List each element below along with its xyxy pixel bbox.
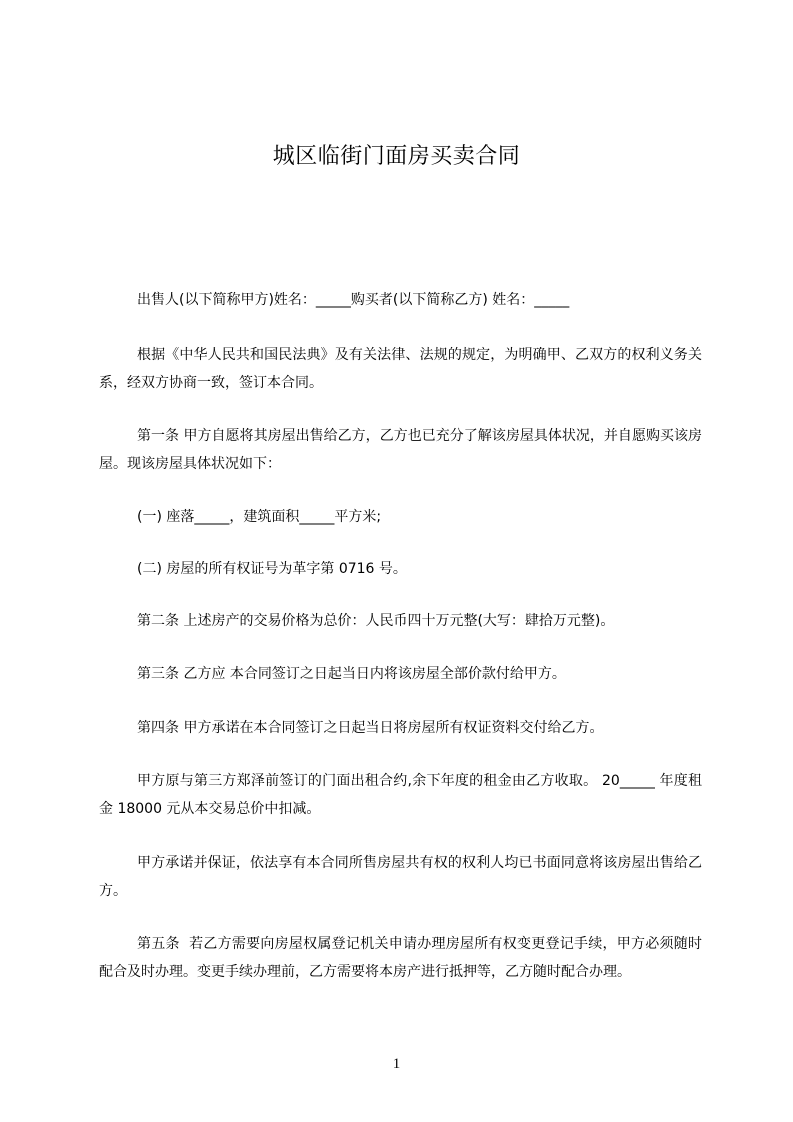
preamble-paragraph: 根据《中华人民共和国民法典》及有关法律、法规的规定，为明确甲、乙双方的权利义务关系，经双方协商一致，签订本合同。: [99, 347, 702, 391]
document-title: 城区临街门面房买卖合同: [272, 144, 521, 169]
article-2-paragraph: 第二条 上述房产的交易价格为总价：人民币四十万元整(大写：肆拾万元整)。: [137, 613, 615, 629]
article-4-paragraph: 第四条 甲方承诺在本合同签订之日起当日将房屋所有权证资料交付给乙方。: [137, 720, 604, 736]
article-3-paragraph: 第三条 乙方应 本合同签订之日起当日内将该房屋全部价款付给甲方。: [137, 666, 566, 682]
property-certificate-item: (二) 房屋的所有权证号为革字第 0716 号。: [137, 561, 407, 577]
parties-line: 出售人(以下简称甲方)姓名：_____购买者(以下简称乙方) 姓名：_____: [137, 292, 570, 308]
co-owner-guarantee-paragraph: 甲方承诺并保证，依法享有本合同所售房屋共有权的权利人均已书面同意将该房屋出售给乙方。: [99, 855, 702, 899]
property-location-item: (一) 座落_____，建筑面积_____平方米;: [137, 509, 382, 525]
page-number: 1: [392, 1056, 401, 1072]
article-1-paragraph: 第一条 甲方自愿将其房屋出售给乙方，乙方也已充分了解该房屋具体状况，并自愿购买该房屋。现该房屋具体状况如下：: [99, 428, 702, 472]
article-5-paragraph: 第五条 若乙方需要向房屋权属登记机关申请办理房屋所有权变更登记手续，甲方必须随时配合及时办理。变更手续办理前，乙方需要将本房产进行抵押等，乙方随时配合办理。: [99, 936, 702, 980]
lease-paragraph: 甲方原与第三方郑泽前签订的门面出租合约,余下年度的租金由乙方收取。 20_____ 年度租金 18000 元从本交易总价中扣减。: [99, 773, 702, 817]
